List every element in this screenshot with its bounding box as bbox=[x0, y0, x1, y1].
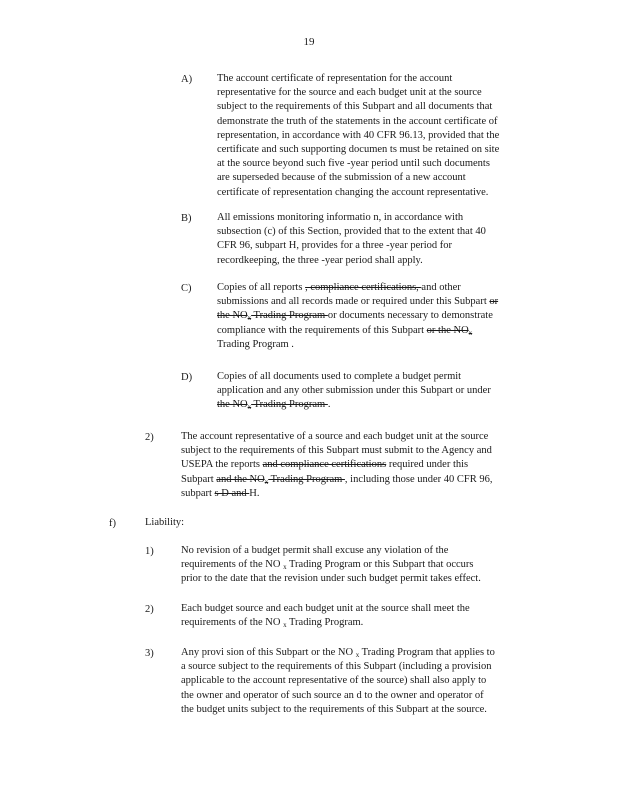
text-line bbox=[217, 157, 499, 171]
struck-text: Trading Program bbox=[251, 399, 328, 411]
text-segment: Copies of all documents used to complete a budget permit bbox=[217, 371, 462, 382]
text-line bbox=[181, 558, 481, 572]
text-segment: Trading Program or this Subpart that occurs bbox=[286, 559, 474, 571]
text-segment: applicable to the account representative of the source) shall also apply to bbox=[181, 675, 487, 687]
text-segment: Copies of all reports bbox=[217, 282, 306, 293]
item-marker-f2: 2) bbox=[145, 604, 154, 615]
text-segment: certificate of representation changing the account representative. bbox=[217, 186, 489, 198]
text-line bbox=[145, 516, 184, 530]
struck-text: and compliance certifications bbox=[262, 459, 387, 471]
subscript-x: x bbox=[468, 328, 473, 337]
text-line bbox=[217, 281, 498, 295]
item-text-c bbox=[217, 281, 498, 352]
text-segment: and other bbox=[421, 282, 461, 293]
subscript-x: x bbox=[283, 563, 287, 572]
text-line bbox=[181, 689, 495, 703]
text-line bbox=[181, 572, 481, 586]
text-line bbox=[217, 100, 499, 114]
text-segment: USEPA the reports bbox=[181, 459, 263, 471]
struck-text: or the NO bbox=[426, 324, 469, 336]
text-segment: All emissions monitoring informatio n, in accordance with bbox=[217, 212, 464, 223]
text-line bbox=[181, 473, 493, 487]
subscript-x: x bbox=[264, 477, 269, 486]
text-segment: recordkeeping, the three -year period shall apply. bbox=[217, 254, 423, 266]
text-line bbox=[217, 186, 499, 200]
text-segment: at the source beyond such five -year period until such documents bbox=[217, 158, 490, 170]
item-marker-b: B) bbox=[181, 213, 192, 224]
text-line bbox=[181, 544, 481, 558]
item-text-f1 bbox=[181, 544, 481, 587]
text-segment: Any provi sion of this Subpart or the NO bbox=[181, 647, 356, 658]
text-segment: Liability: bbox=[145, 517, 185, 528]
text-segment: The account representative of a source and each budget unit at the source bbox=[181, 431, 489, 442]
text-line bbox=[217, 171, 499, 185]
text-segment: prior to the date that the revision under such budget permit takes effect. bbox=[181, 573, 481, 585]
item-text-a bbox=[217, 72, 499, 200]
text-line bbox=[181, 616, 470, 630]
text-line bbox=[181, 458, 493, 472]
text-segment: subpart bbox=[181, 487, 215, 499]
text-segment: submissions and all records made or required under this Subpart bbox=[217, 296, 490, 308]
text-segment: Each budget source and each budget unit at the source shall meet the bbox=[181, 603, 470, 614]
item-marker-f1: 1) bbox=[145, 546, 154, 557]
text-segment: the owner and operator of such source an d to the owner and operator of bbox=[181, 689, 484, 701]
text-segment: Trading Program. bbox=[286, 617, 364, 629]
text-line bbox=[181, 444, 493, 458]
text-line bbox=[181, 602, 470, 616]
item-text-f bbox=[145, 516, 184, 530]
text-line bbox=[217, 225, 486, 239]
page-number: 19 bbox=[303, 36, 315, 48]
text-segment: The account certificate of representation for the account bbox=[217, 73, 453, 84]
text-line bbox=[217, 86, 499, 100]
text-segment: subject to the requirements of this Subpart must submit to the Agency and bbox=[181, 445, 492, 457]
struck-text: or bbox=[489, 296, 499, 308]
text-segment: demonstrate the truth of the statements in the account certificate of bbox=[217, 115, 498, 127]
text-line bbox=[181, 646, 495, 660]
text-segment: subject to the requirements of this Subpart and all documents that bbox=[217, 101, 493, 113]
struck-text: the NO bbox=[217, 399, 248, 411]
item-text-b bbox=[217, 211, 486, 268]
text-segment: Trading Program that applies to bbox=[359, 647, 495, 658]
text-segment: certificate and such supporting documen ts must be retained on site bbox=[217, 143, 500, 155]
item-marker-2-report: 2) bbox=[145, 432, 154, 443]
text-line bbox=[181, 703, 495, 717]
text-segment: a source subject to the requirements of this Subpart (including a provision bbox=[181, 661, 492, 673]
text-line bbox=[217, 384, 491, 398]
text-line bbox=[217, 254, 486, 268]
text-segment: application and any other submission under this Subpart or under bbox=[217, 385, 491, 397]
item-marker-c: C) bbox=[181, 283, 192, 294]
text-line bbox=[217, 309, 498, 323]
text-line bbox=[217, 370, 491, 384]
struck-text: Trading Program bbox=[251, 310, 328, 322]
text-segment: CFR 96, subpart H, provides for a three -year period for bbox=[217, 240, 453, 252]
text-line bbox=[181, 430, 493, 444]
text-line bbox=[217, 338, 498, 352]
struck-text: s D and bbox=[214, 487, 250, 499]
text-line bbox=[217, 143, 499, 157]
item-text-2-report bbox=[181, 430, 493, 501]
text-line bbox=[181, 674, 495, 688]
item-marker-d: D) bbox=[181, 372, 193, 383]
text-segment: Trading Program . bbox=[217, 338, 294, 350]
subscript-x: x bbox=[247, 403, 252, 412]
text-line bbox=[217, 295, 498, 309]
text-line bbox=[217, 239, 486, 253]
text-segment: H. bbox=[249, 487, 260, 499]
item-text-f2 bbox=[181, 602, 470, 630]
text-line bbox=[217, 72, 499, 86]
text-line bbox=[181, 487, 493, 501]
text-segment: representation, in accordance with 40 CFR 96.13, provided that the bbox=[217, 129, 500, 141]
text-segment: required under this bbox=[386, 459, 469, 471]
struck-text: the NO bbox=[217, 310, 248, 322]
struck-text: and the NO bbox=[216, 473, 265, 485]
text-segment: , including those under 40 CFR 96, bbox=[344, 473, 493, 485]
item-text-f3 bbox=[181, 646, 495, 717]
struck-text: , compliance certifications, bbox=[305, 282, 422, 293]
text-segment: . bbox=[327, 399, 331, 411]
item-marker-f3: 3) bbox=[145, 648, 154, 659]
text-line bbox=[217, 115, 499, 129]
text-line bbox=[217, 129, 499, 143]
subscript-x: x bbox=[283, 621, 287, 630]
text-segment: or documents necessary to demonstrate bbox=[327, 310, 493, 322]
text-segment: requirements of the NO bbox=[181, 617, 284, 629]
text-line bbox=[217, 324, 498, 338]
subscript-x: x bbox=[355, 651, 360, 659]
struck-text: Trading Program bbox=[268, 473, 345, 485]
text-segment: the budget units subject to the requirements of this Subpart at the source. bbox=[181, 703, 487, 715]
item-text-d bbox=[217, 370, 491, 413]
text-segment: are superseded because of the submission of a new account bbox=[217, 172, 466, 184]
text-segment: representative for the source and each budget unit at the source bbox=[217, 87, 482, 99]
item-marker-f: f) bbox=[109, 518, 116, 529]
text-line bbox=[181, 660, 495, 674]
item-marker-a: A) bbox=[181, 74, 193, 85]
text-segment: Subpart bbox=[181, 473, 217, 485]
text-segment: requirements of the NO bbox=[181, 559, 284, 571]
text-segment: subsection (c) of this Section, provided that to the extent that 40 bbox=[217, 226, 486, 238]
text-line bbox=[217, 398, 491, 412]
text-line bbox=[217, 211, 486, 225]
text-segment: compliance with the requirements of this Subpart bbox=[217, 324, 427, 336]
text-segment: No revision of a budget permit shall excuse any violation of the bbox=[181, 545, 449, 556]
subscript-x: x bbox=[247, 314, 252, 323]
